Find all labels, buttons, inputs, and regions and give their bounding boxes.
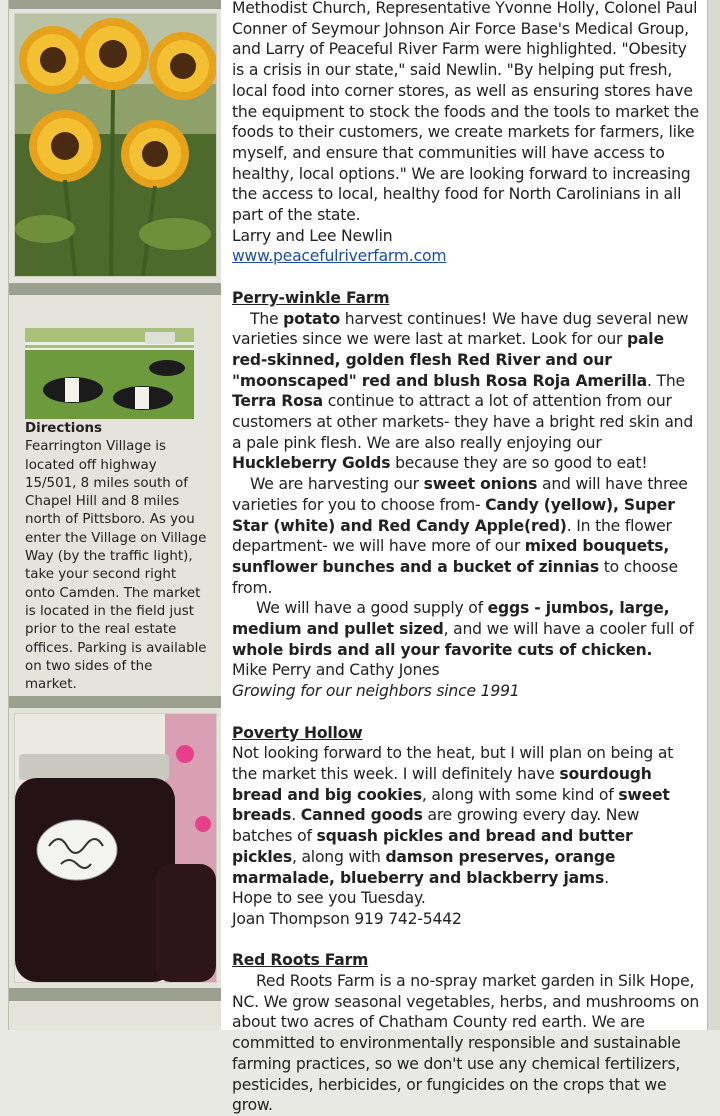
red-roots-paragraph: Red Roots Farm is a no-spray market garden in Silk Hope, NC. We grow seasonal vegetables, herbs, and mushrooms on about two acres of Chatham County red earth. We are committed to environmentally responsible and sustainable farming practices, so we don't use any chemical fertilizers, pesticides, herbicides, or fungicides on the crops that we grow. [232,972,700,1115]
directions [25,420,207,694]
intro-signature: Larry and Lee Newlin [232,226,393,245]
sidebar [8,0,222,1030]
red-roots-heading: Red Roots Farm [232,951,369,970]
sidebar-divider [9,283,221,295]
intro-paragraph: Methodist Church, Representative Yvonne Holly, Colonel Paul Conner of Seymour Johnson Air Force Base's Medical Group, and Larry of Peaceful River Farm were highlighted. "Obesity is a crisis in our state," said Newlin. "By helping put fresh, local food into corner stores, as well as ensuring stores have the equipment to stock the foods and the tools to market the foods to their customers, we create markets for farmers, like myself, and ensure that communities will have access to healthy, local options." We are looking forward to increasing the access to local, healthy food for North Carolinians in all part of the state. [232,0,699,225]
directions-title: Directions [25,421,103,436]
sunflowers-image [15,14,216,276]
main-content [221,0,707,1115]
sidebar-divider [9,988,221,1001]
peaceful-river-link[interactable]: www.peacefulriverfarm.com [232,247,447,266]
sidebar-divider [9,696,221,708]
sidebar-divider [9,0,221,9]
poverty-hollow-closing: Hope to see you Tuesday. [232,889,426,908]
perry-eggs-paragraph: We will have a good supply of eggs - jumbos, large, medium and pullet sized, and we will have a cooler full of whole birds and all your favorite cuts of chicken. [232,599,694,659]
perry-onion-paragraph: We are harvesting our sweet onions and will have three varieties for you to choose from- Candy (yellow), Super Star (white) and Red Candy Apple(red). In the flower department- we will have more of our mixed bouquets, sunflower bunches and a bucket of zinnias to choose from. [232,475,688,597]
sunflowers-photo [15,14,216,276]
newsletter-text [232,0,702,1116]
poverty-hollow-heading: Poverty Hollow [232,723,363,742]
directions-text: Fearrington Village is located off highway 15/501, 8 miles south of Chapel Hill and 8 miles north of Pittsboro. As you enter the Village on Village Way (by the traffic light), take your second right onto Camden. The market is located in the field just prior to the real estate offices. Parking is available on two sides of the market. [25,439,207,693]
perry-tagline: Growing for our neighbors since 1991 [232,682,520,701]
cows-photo [25,328,194,419]
perry-winkle-heading: Perry-winkle Farm [232,288,390,307]
page-edge [707,0,720,1030]
poverty-hollow-paragraph: Not looking forward to the heat, but I will plan on being at the market this week. I will definitely have sourdough bread and big cookies, along with some kind of sweet breads. Canned goods are growing every day. New batches of squash pickles and bread and butter pickles, along with damson preserves, orange marmalade, blueberry and blackberry jams. [232,744,674,887]
jam-jars-photo [15,714,216,982]
jam-jars-image [15,714,216,982]
cows-image [25,328,194,419]
perry-potato-paragraph: The potato harvest continues! We have dug several new varieties since we were last at market. Look for our pale red-skinned, golden flesh Red River and our "moonscaped" red and blush Rosa Roja Amerilla. The Terra Rosa continue to attract a lot of attention from our customers at other markets- they have a bright red skin and a pale pink flesh. We are also really enjoying our Huckleberry Golds because they are so good to eat! [232,309,694,473]
perry-signature: Mike Perry and Cathy Jones [232,661,440,680]
poverty-hollow-signature: Joan Thompson 919 742-5442 [232,909,462,928]
